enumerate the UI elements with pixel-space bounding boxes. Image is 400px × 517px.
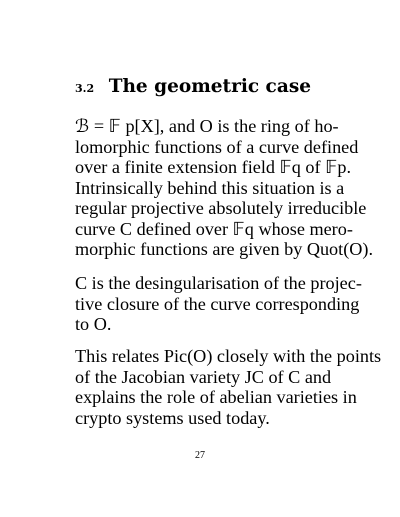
- paragraph-desingularisation: [75, 273, 362, 335]
- text-line: over a finite extension field 𝔽q of 𝔽p.: [75, 157, 352, 177]
- text-line: ℬ = 𝔽 p[X], and O is the ring of ho-: [75, 116, 339, 136]
- paragraph-ring-definition: [75, 116, 373, 260]
- text-line: regular projective absolutely irreducible: [75, 198, 367, 218]
- section-number: 3.2: [75, 82, 95, 95]
- section-heading: [75, 76, 311, 97]
- text-line: explains the role of abelian varieties in: [75, 387, 357, 407]
- text-line: This relates Pic(O) closely with the points: [75, 346, 382, 366]
- text-line: morphic functions are given by Quot(O).: [75, 239, 373, 259]
- section-title: The geometric case: [108, 76, 311, 97]
- text-line: tive closure of the curve corresponding: [75, 293, 360, 314]
- text-line: crypto systems used today.: [75, 407, 270, 428]
- text-line: C is the desingularisation of the projec-: [75, 273, 362, 293]
- paragraph-jacobian: [75, 346, 382, 428]
- text-line: of the Jacobian variety JC of C and: [75, 366, 332, 387]
- text-line: curve C defined over 𝔽q whose mero-: [75, 218, 353, 239]
- text-line: lomorphic functions of a curve defined: [75, 136, 359, 157]
- page-number: 27: [195, 450, 205, 461]
- text-line: Intrinsically behind this situation is a: [75, 177, 345, 198]
- text-line: to O.: [75, 314, 112, 334]
